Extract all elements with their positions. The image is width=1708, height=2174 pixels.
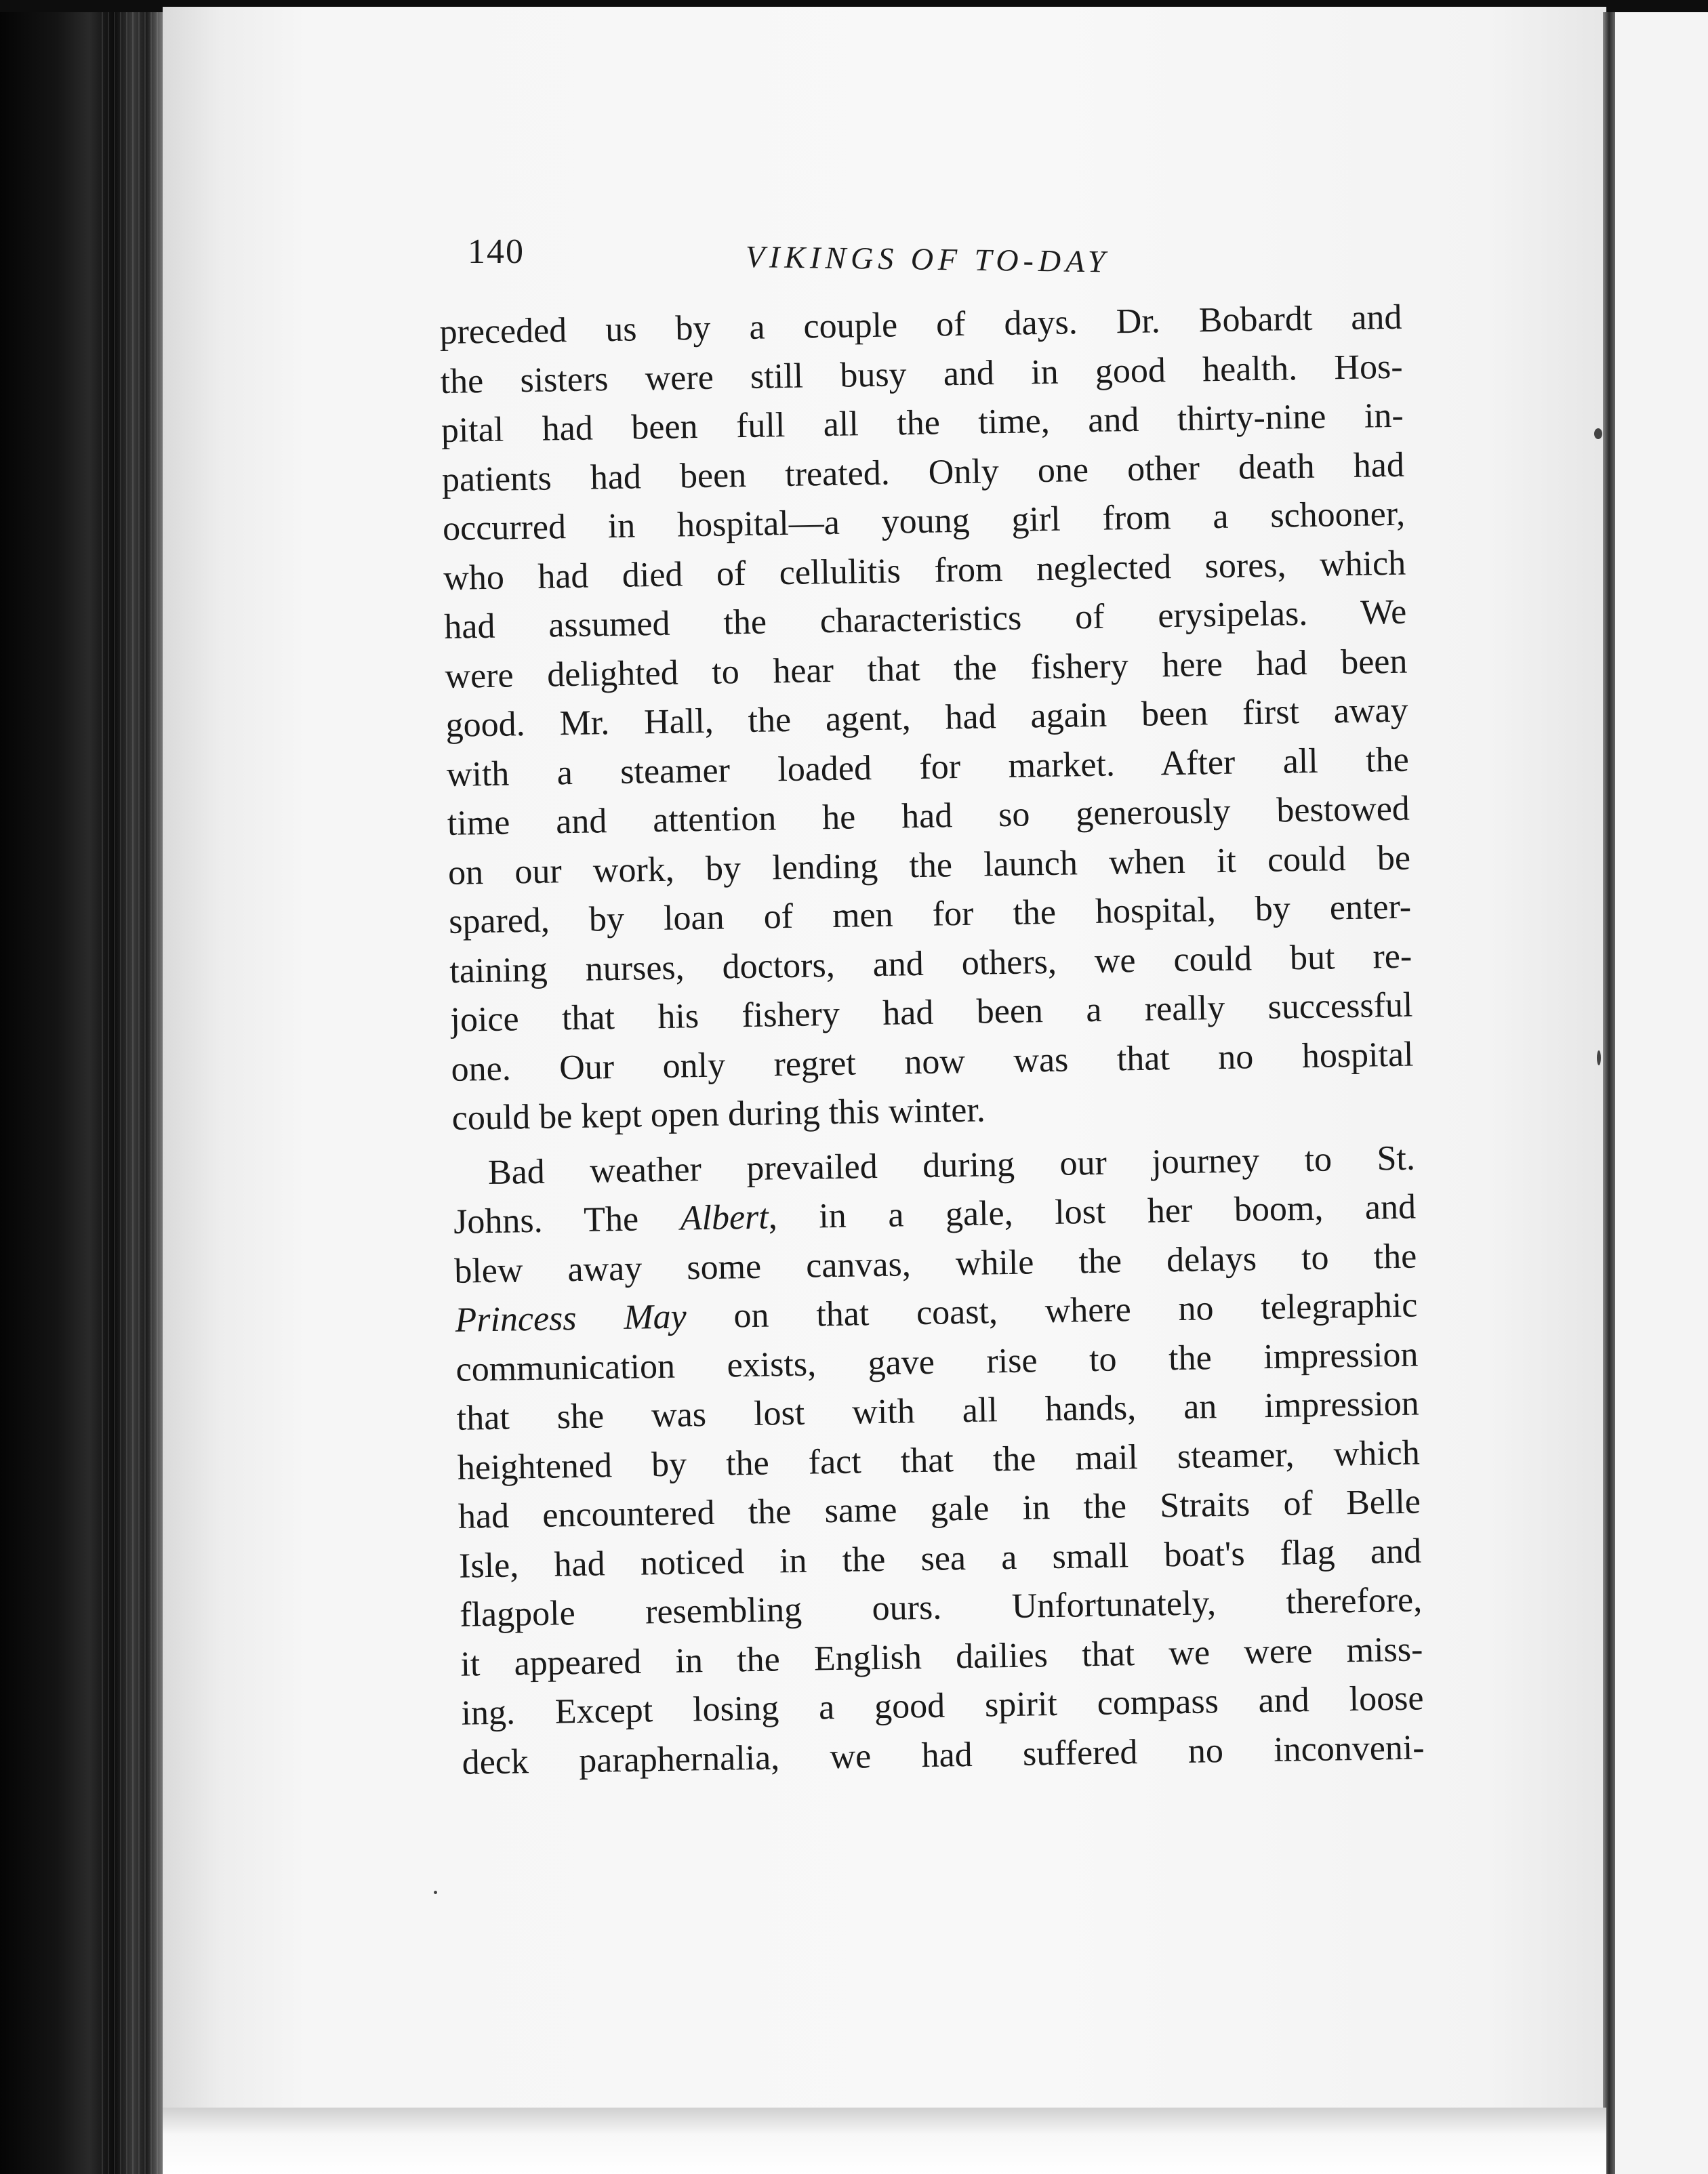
text-segment: good. Mr. Hall, the agent, had again been first away bbox=[445, 691, 1408, 745]
text-segment: joice that his fishery had been a really successful bbox=[450, 985, 1413, 1040]
text-segment: on that coast, where no telegraphic bbox=[686, 1286, 1418, 1336]
text-segment: heightened by the fact that the mail steamer, which bbox=[457, 1433, 1421, 1488]
running-head bbox=[468, 229, 1417, 283]
text-segment: Isle, had noticed in the sea a small boat's flag and bbox=[458, 1531, 1422, 1586]
text-segment: with a steamer loaded for market. After all the bbox=[446, 740, 1410, 794]
page-number: 140 bbox=[468, 232, 525, 271]
text-segment: Johns. The bbox=[453, 1199, 681, 1242]
text-segment: one. Our only regret now was that no hospital bbox=[451, 1035, 1414, 1089]
page-gutter bbox=[1603, 12, 1615, 2174]
page-bottom-edge bbox=[163, 2108, 1606, 2174]
text-segment: that she was lost with all hands, an impression bbox=[456, 1384, 1420, 1438]
text-segment: communication exists, gave rise to the impression bbox=[455, 1335, 1419, 1389]
text-segment: pital had been full all the time, and thirty-nine in- bbox=[441, 396, 1404, 450]
page-edges bbox=[102, 0, 163, 2174]
text-segment: deck paraphernalia, we had suffered no inconveni- bbox=[462, 1727, 1425, 1782]
text-segment: patients had been treated. Only one other death had bbox=[441, 445, 1405, 499]
text-segment: occurred in hospital—a young girl from a schooner, bbox=[442, 494, 1406, 548]
text-segment: who had died of cellulitis from neglected sores, which bbox=[443, 544, 1406, 598]
scan-speck bbox=[1594, 428, 1602, 439]
body-text bbox=[439, 293, 1425, 1788]
text-segment: spared, by loan of men for the hospital, by enter- bbox=[448, 887, 1412, 941]
text-segment: had assumed the characteristics of erysipelas. We bbox=[443, 592, 1407, 647]
text-segment: it appeared in the English dailies that we were miss- bbox=[460, 1629, 1423, 1684]
text-segment: preceded us by a couple of days. Dr. Bobardt and bbox=[439, 298, 1402, 352]
scan-speck bbox=[434, 1891, 437, 1894]
italic-text: Princess May bbox=[455, 1297, 687, 1340]
text-segment: Bad weather prevailed during our journey to St. bbox=[487, 1139, 1416, 1192]
paragraph bbox=[452, 1134, 1425, 1788]
text-segment: flagpole resembling ours. Unfortunately, therefore, bbox=[459, 1580, 1423, 1635]
text-segment: blew away some canvas, while the delays to the bbox=[453, 1237, 1417, 1291]
text-segment: time and attention he had so generously bestowed bbox=[447, 789, 1410, 843]
text-segment: had encountered the same gale in the Straits of Belle bbox=[458, 1482, 1421, 1536]
facing-page-edge bbox=[1615, 12, 1708, 2174]
italic-text: Albert bbox=[680, 1197, 769, 1238]
text-segment: on our work, by lending the launch when it could be bbox=[447, 838, 1411, 893]
text-segment: could be kept open during this winter. bbox=[451, 1090, 986, 1138]
text-segment: taining nurses, doctors, and others, we could but re- bbox=[449, 937, 1412, 991]
running-title: VIKINGS OF TO-DAY bbox=[745, 239, 1110, 279]
text-segment: ing. Except losing a good spirit compass and loose bbox=[461, 1679, 1424, 1733]
text-segment: the sisters were still busy and in good health. Hos- bbox=[440, 347, 1403, 401]
paragraph bbox=[439, 293, 1415, 1144]
scan-speck bbox=[1597, 1050, 1601, 1065]
text-segment: , in a gale, lost her boom, and bbox=[768, 1187, 1417, 1237]
text-segment: were delighted to hear that the fishery here had been bbox=[445, 642, 1408, 696]
